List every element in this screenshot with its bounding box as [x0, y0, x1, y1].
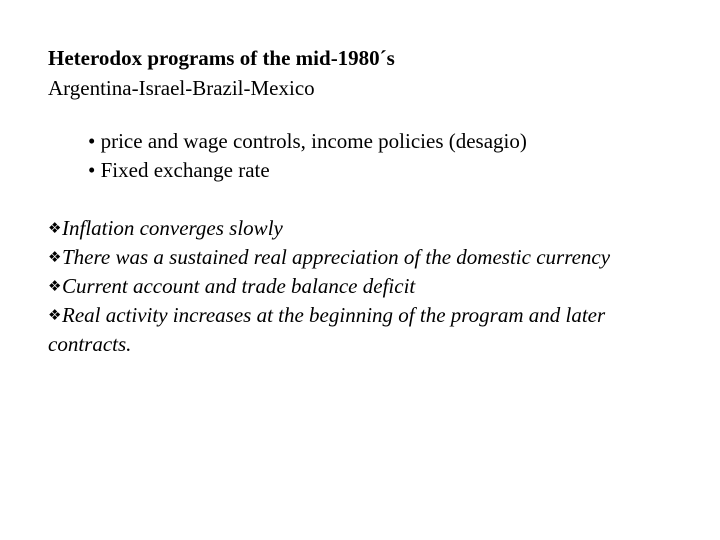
finding-text: Current account and trade balance deficit — [62, 274, 416, 298]
bullet-icon: • — [88, 129, 96, 153]
diamond-bullet-icon: ❖ — [48, 219, 62, 237]
bullet-text: price and wage controls, income policies (desagio) — [100, 129, 527, 153]
finding-text: Real activity increases at the beginning of the program and later contracts. — [48, 303, 606, 356]
title-block — [48, 43, 395, 103]
findings-list — [48, 214, 648, 359]
finding-item — [48, 272, 648, 301]
diamond-bullet-icon: ❖ — [48, 248, 62, 266]
finding-item — [48, 214, 648, 243]
bullet-icon: • — [88, 158, 96, 182]
finding-text: There was a sustained real appreciation of the domestic currency — [62, 245, 611, 269]
finding-item — [48, 301, 648, 359]
policy-bullet-list — [88, 127, 527, 185]
diamond-bullet-icon: ❖ — [48, 306, 62, 324]
bullet-item — [88, 156, 527, 185]
diamond-bullet-icon: ❖ — [48, 277, 62, 295]
bullet-item — [88, 127, 527, 156]
bullet-text: Fixed exchange rate — [100, 158, 270, 182]
slide-subtitle: Argentina-Israel-Brazil-Mexico — [48, 76, 315, 100]
finding-text: Inflation converges slowly — [62, 216, 283, 240]
slide-title: Heterodox programs of the mid-1980´s — [48, 46, 395, 70]
finding-item — [48, 243, 648, 272]
